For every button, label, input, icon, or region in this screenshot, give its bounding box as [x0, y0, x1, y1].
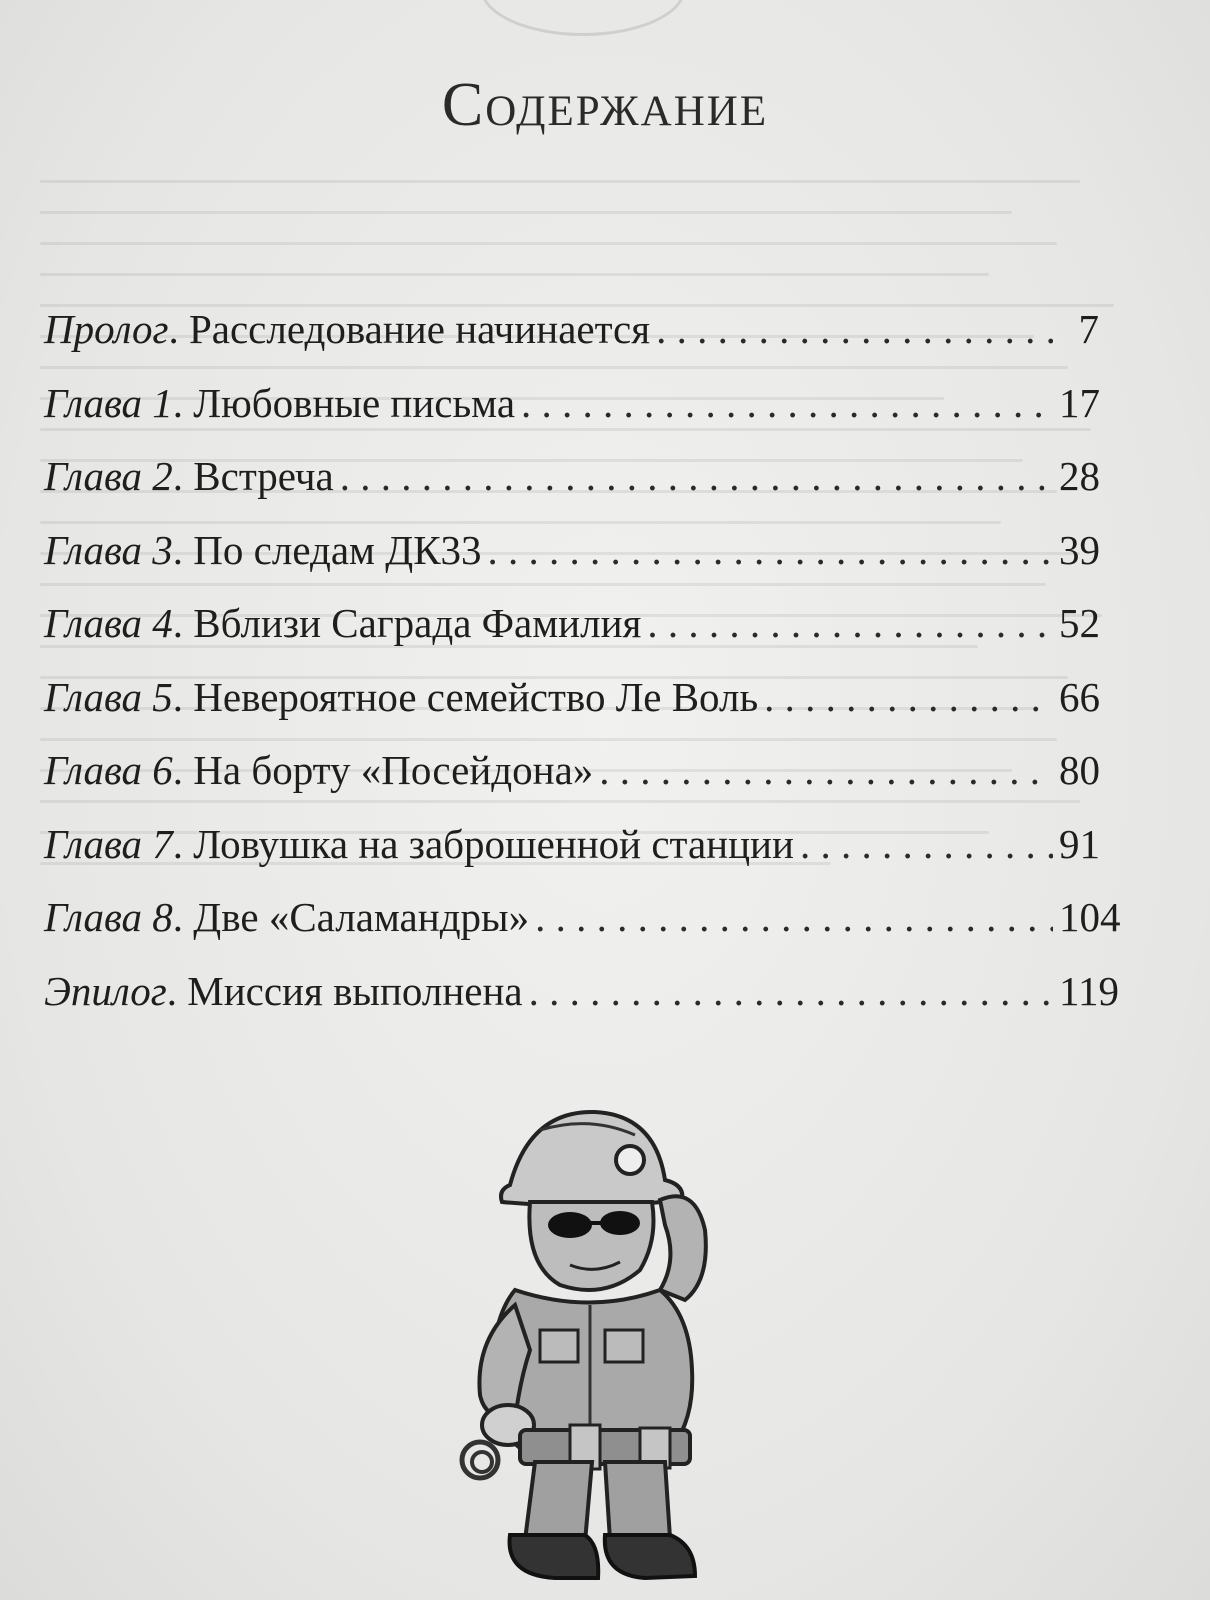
toc-entry-label: Глава 8: [44, 894, 173, 940]
toc-entry-title: . Невероятное семейство Ле Воль: [172, 673, 759, 720]
table-of-contents: [44, 305, 1121, 1040]
toc-entry-label: Пролог: [44, 306, 169, 352]
toc-entry-label: Глава 2: [44, 453, 173, 499]
dot-leader: [656, 305, 1053, 353]
toc-entry[interactable]: [44, 820, 1099, 894]
dot-leader: [599, 746, 1053, 794]
toc-entry-title: . Любовные письма: [172, 379, 516, 426]
toc-entry-label: Эпилог: [44, 967, 167, 1014]
toc-entry-title: . Вблизи Саграда Фамилия: [172, 600, 642, 646]
toc-entry[interactable]: [44, 379, 1099, 453]
dot-leader: [535, 893, 1053, 941]
toc-entry-page: 119: [1059, 967, 1119, 1014]
toc-entry-page: 7: [1078, 306, 1099, 352]
toc-entry[interactable]: [44, 673, 1099, 747]
toc-entry-page: 17: [1059, 379, 1100, 426]
toc-entry-label: Глава 6: [44, 747, 173, 793]
toc-entry-title: . Миссия выполнена: [166, 967, 523, 1014]
toc-entry-label: Глава 1: [44, 379, 173, 426]
toc-entry-page: 28: [1059, 453, 1100, 499]
toc-entry[interactable]: [44, 599, 1099, 673]
toc-entry[interactable]: [44, 967, 1119, 1041]
toc-entry[interactable]: [44, 305, 1099, 379]
toc-entry-page: 91: [1059, 820, 1100, 867]
toc-entry-title: . Расследование начинается: [168, 306, 651, 352]
toc-entry-title: . Ловушка на заброшенной станции: [172, 820, 794, 867]
toc-entry[interactable]: [44, 452, 1099, 526]
toc-entry-page: 39: [1059, 526, 1100, 573]
explorer-illustration: [420, 1090, 760, 1590]
dot-leader: [800, 820, 1053, 868]
dot-leader: [764, 673, 1053, 721]
toc-entry-label: Глава 4: [44, 600, 173, 646]
toc-entry[interactable]: [44, 746, 1099, 820]
toc-entry-page: 104: [1059, 894, 1121, 940]
page-title: Содержание: [441, 71, 769, 139]
toc-entry-label: Глава 3: [44, 526, 173, 573]
toc-entry-page: 66: [1059, 673, 1100, 720]
toc-entry[interactable]: [44, 526, 1099, 600]
toc-entry-title: . По следам ДК33: [172, 526, 482, 573]
decorative-ornament: [480, 0, 686, 36]
toc-entry-page: 52: [1059, 600, 1100, 646]
dot-leader: [529, 967, 1053, 1015]
dot-leader: [647, 599, 1053, 647]
dot-leader: [521, 379, 1053, 427]
toc-entry-title: . На борту «Посейдона»: [172, 747, 594, 793]
toc-entry-title: . Встреча: [172, 453, 334, 499]
dot-leader: [340, 452, 1053, 500]
toc-entry[interactable]: [44, 893, 1121, 967]
toc-entry-page: 80: [1059, 747, 1100, 793]
dot-leader: [488, 526, 1053, 574]
toc-entry-title: . Две «Саламандры»: [172, 894, 530, 940]
toc-entry-label: Глава 7: [44, 820, 173, 867]
toc-entry-label: Глава 5: [44, 673, 173, 720]
